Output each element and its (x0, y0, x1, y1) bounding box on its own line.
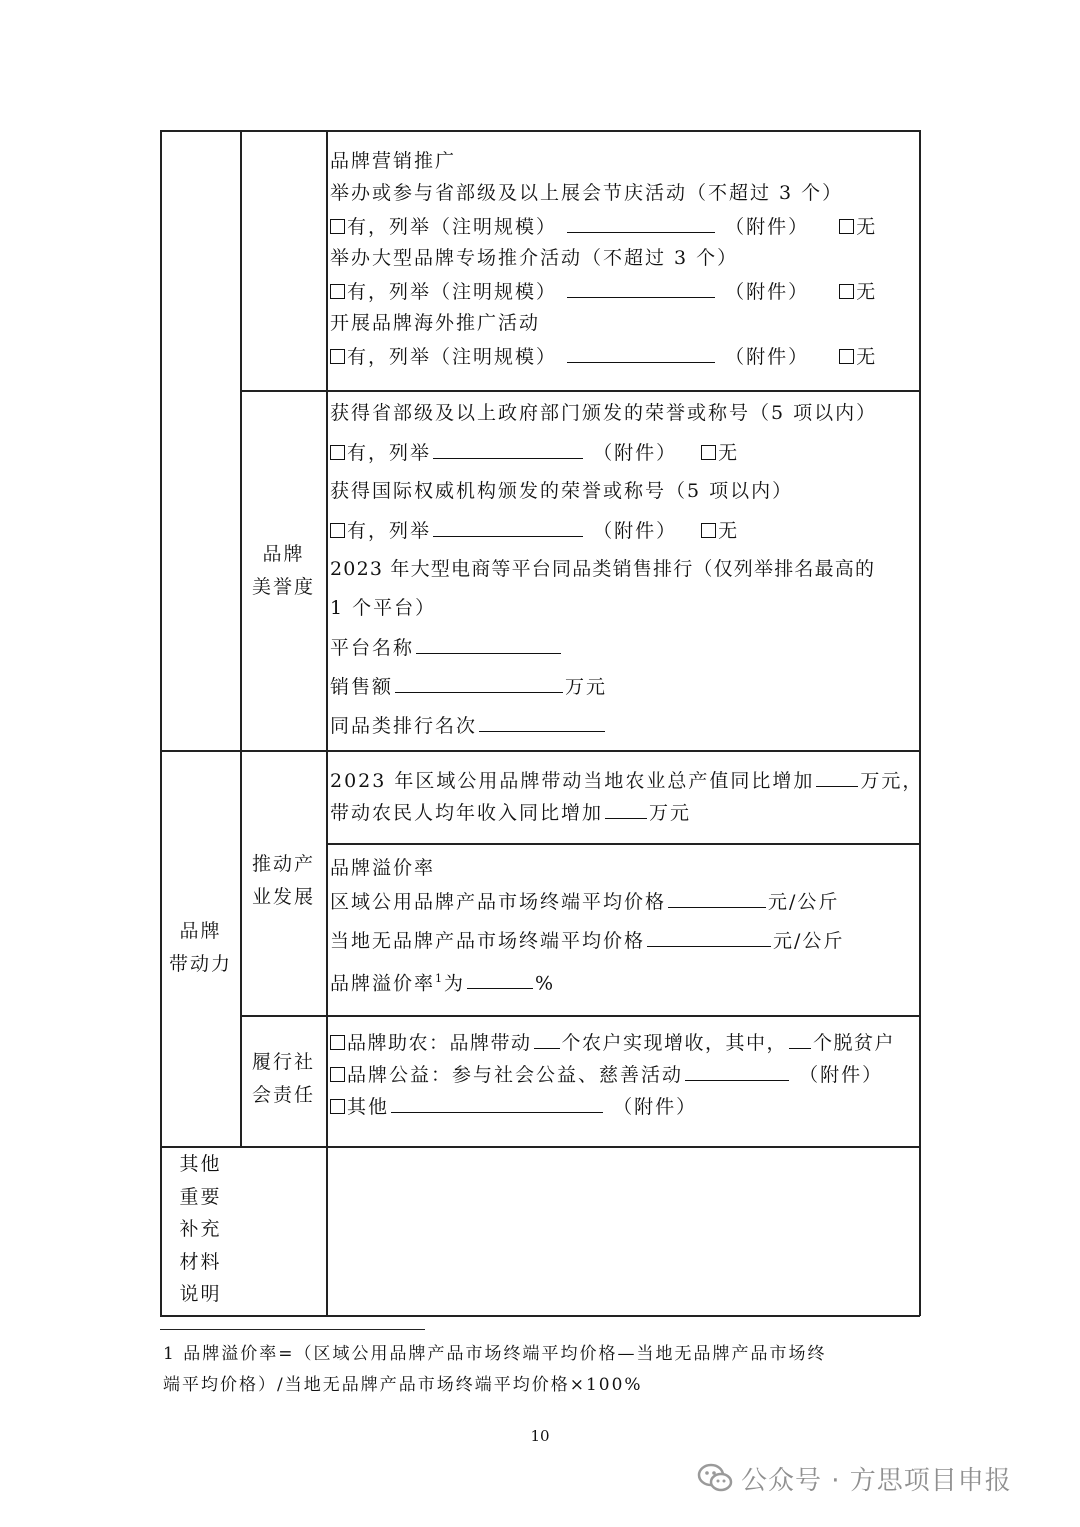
help-farmers-checkbox[interactable] (330, 1035, 345, 1050)
charity-checkbox[interactable] (330, 1067, 345, 1082)
output-label: 2023 年区域公用品牌带动当地农业总产值同比增加 (330, 770, 815, 792)
supplement-label-line: 说明 (179, 1283, 222, 1305)
social-label (241, 1046, 326, 1112)
income-label: 带动农民人均年收入同比增加 (330, 802, 604, 824)
help-farmers-row (330, 1030, 895, 1055)
no-checkbox[interactable] (839, 349, 854, 364)
charity-input[interactable] (685, 1062, 789, 1081)
no-checkbox[interactable] (701, 523, 716, 538)
scale-input[interactable] (567, 344, 715, 363)
attachment-note: （附件） (593, 520, 678, 542)
marketing-heading: 品牌营销推广 (330, 150, 457, 172)
sales-unit: 万元 (565, 676, 608, 698)
platform-name-input[interactable] (416, 635, 561, 654)
percent-sign: % (535, 972, 556, 995)
supplement-input-area[interactable] (328, 1148, 918, 1314)
income-input[interactable] (605, 800, 647, 819)
regional-price-input[interactable] (668, 889, 766, 908)
supplement-label-line: 其他 (179, 1153, 222, 1175)
no-checkbox[interactable] (839, 219, 854, 234)
yes-label: 有，列举（注明规模） (347, 216, 558, 238)
supplement-label-line: 材料 (179, 1250, 222, 1273)
footnote-ref[interactable]: 1 (435, 972, 445, 985)
help-farmers-label: 品牌助农：品牌带动 (347, 1032, 532, 1054)
attachment-note: （附件） (725, 346, 810, 368)
local-price-row (330, 928, 844, 953)
yes-checkbox[interactable] (330, 445, 345, 460)
expo-activity-label: 举办或参与省部级及以上展会节庆活动（不超过 3 个） (330, 182, 844, 204)
households-input[interactable] (534, 1030, 560, 1049)
attachment-note: （附件） (799, 1064, 884, 1086)
other-row (330, 1094, 697, 1119)
sales-label: 销售额 (330, 676, 394, 698)
honor-input[interactable] (433, 440, 583, 459)
regional-price-label: 区域公用品牌产品市场终端平均价格 (330, 891, 667, 913)
other-input[interactable] (391, 1094, 603, 1113)
output-row-1 (330, 768, 923, 793)
no-checkbox[interactable] (839, 284, 854, 299)
overseas-activity-label: 开展品牌海外推广活动 (330, 312, 541, 334)
yes-label: 有，列举 (347, 442, 432, 464)
intl-honor-row (330, 518, 739, 543)
reputation-label-line: 美誉度 (251, 576, 315, 598)
yes-checkbox[interactable] (330, 523, 345, 538)
poverty-households-input[interactable] (789, 1030, 811, 1049)
industry-label (241, 848, 326, 914)
premium-rate-label-suffix: 为 (444, 972, 466, 995)
industry-label-line: 推动产 (251, 853, 315, 875)
help-farmers-mid: 个农户实现增收，其中， (561, 1032, 788, 1054)
yes-checkbox[interactable] (330, 284, 345, 299)
no-label: 无 (856, 346, 878, 368)
reputation-label (241, 538, 326, 604)
supplement-label-line: 重要 (179, 1185, 222, 1208)
promo-activity-label: 举办大型品牌专场推介活动（不超过 3 个） (330, 247, 739, 269)
platform-name-label: 平台名称 (330, 637, 415, 659)
attachment-note: （附件） (613, 1096, 698, 1118)
sales-row (330, 674, 607, 699)
rank-input[interactable] (479, 713, 605, 732)
output-row-2 (330, 800, 691, 825)
expo-activity-row (330, 214, 877, 239)
social-label-line: 会责任 (251, 1084, 315, 1106)
reputation-label-line: 品牌 (262, 543, 305, 565)
scale-input[interactable] (567, 279, 715, 298)
promo-activity-row (330, 279, 877, 304)
page-number: 10 (530, 1427, 550, 1445)
income-unit: 万元 (649, 802, 692, 824)
rank-row (330, 713, 607, 738)
wechat-icon (697, 1463, 733, 1493)
attachment-note: （附件） (725, 216, 810, 238)
premium-heading: 品牌溢价率 (330, 857, 436, 879)
scale-input[interactable] (567, 214, 715, 233)
yes-checkbox[interactable] (330, 349, 345, 364)
industry-label-line: 业发展 (251, 886, 315, 908)
supplement-label-line: 补充 (179, 1218, 222, 1240)
ecommerce-label-line2: 1 个平台） (330, 597, 437, 619)
gov-honor-label: 获得省部级及以上政府部门颁发的荣誉或称号（5 项以内） (330, 402, 878, 424)
charity-label: 品牌公益：参与社会公益、慈善活动 (347, 1064, 684, 1086)
premium-rate-row (330, 967, 555, 995)
yes-label: 有，列举（注明规模） (347, 346, 558, 368)
ecommerce-label-line1: 2023 年大型电商等平台同品类销售排行（仅列举排名最高的 (330, 558, 876, 580)
regional-price-row (330, 889, 839, 914)
yes-label: 有，列举 (347, 520, 432, 542)
footnote-line: 端平均价格）/当地无品牌产品市场终端平均价格×100% (163, 1375, 643, 1395)
premium-rate-input[interactable] (467, 970, 533, 989)
watermark-text: 公众号 · 方思项目申报 (741, 1465, 1012, 1496)
driving-label-line: 品牌 (179, 920, 222, 942)
overseas-activity-row (330, 344, 877, 369)
social-label-line: 履行社 (251, 1051, 315, 1073)
local-price-input[interactable] (647, 928, 771, 947)
yes-label: 有，列举（注明规模） (347, 281, 558, 303)
watermark (697, 1458, 1012, 1498)
driving-label (161, 915, 240, 981)
other-label: 其他 (347, 1096, 390, 1118)
yes-checkbox[interactable] (330, 219, 345, 234)
output-input[interactable] (816, 768, 858, 787)
no-label: 无 (718, 520, 740, 542)
no-checkbox[interactable] (701, 445, 716, 460)
rank-label: 同品类排行名次 (330, 715, 478, 737)
output-unit: 万元， (860, 770, 924, 792)
footnote-line: 1 品牌溢价率=（区域公用品牌产品市场终端平均价格—当地无品牌产品市场终 (163, 1344, 827, 1364)
honor-input[interactable] (433, 518, 583, 537)
supplement-label (161, 1148, 240, 1311)
attachment-note: （附件） (593, 442, 678, 464)
price-unit: 元/公斤 (768, 891, 840, 913)
footnote-divider (160, 1329, 425, 1330)
charity-row (330, 1062, 883, 1087)
gov-honor-row (330, 440, 739, 465)
other-checkbox[interactable] (330, 1099, 345, 1114)
price-unit: 元/公斤 (773, 930, 845, 952)
help-farmers-suffix: 个脱贫户 (813, 1032, 896, 1054)
local-price-label: 当地无品牌产品市场终端平均价格 (330, 930, 646, 952)
no-label: 无 (856, 281, 878, 303)
driving-label-line: 带动力 (168, 953, 232, 975)
no-label: 无 (856, 216, 878, 238)
no-label: 无 (718, 442, 740, 464)
sales-input[interactable] (395, 674, 563, 693)
attachment-note: （附件） (725, 281, 810, 303)
premium-rate-label: 品牌溢价率 (330, 972, 436, 995)
platform-name-row (330, 635, 563, 660)
intl-honor-label: 获得国际权威机构颁发的荣誉或称号（5 项以内） (330, 480, 794, 502)
